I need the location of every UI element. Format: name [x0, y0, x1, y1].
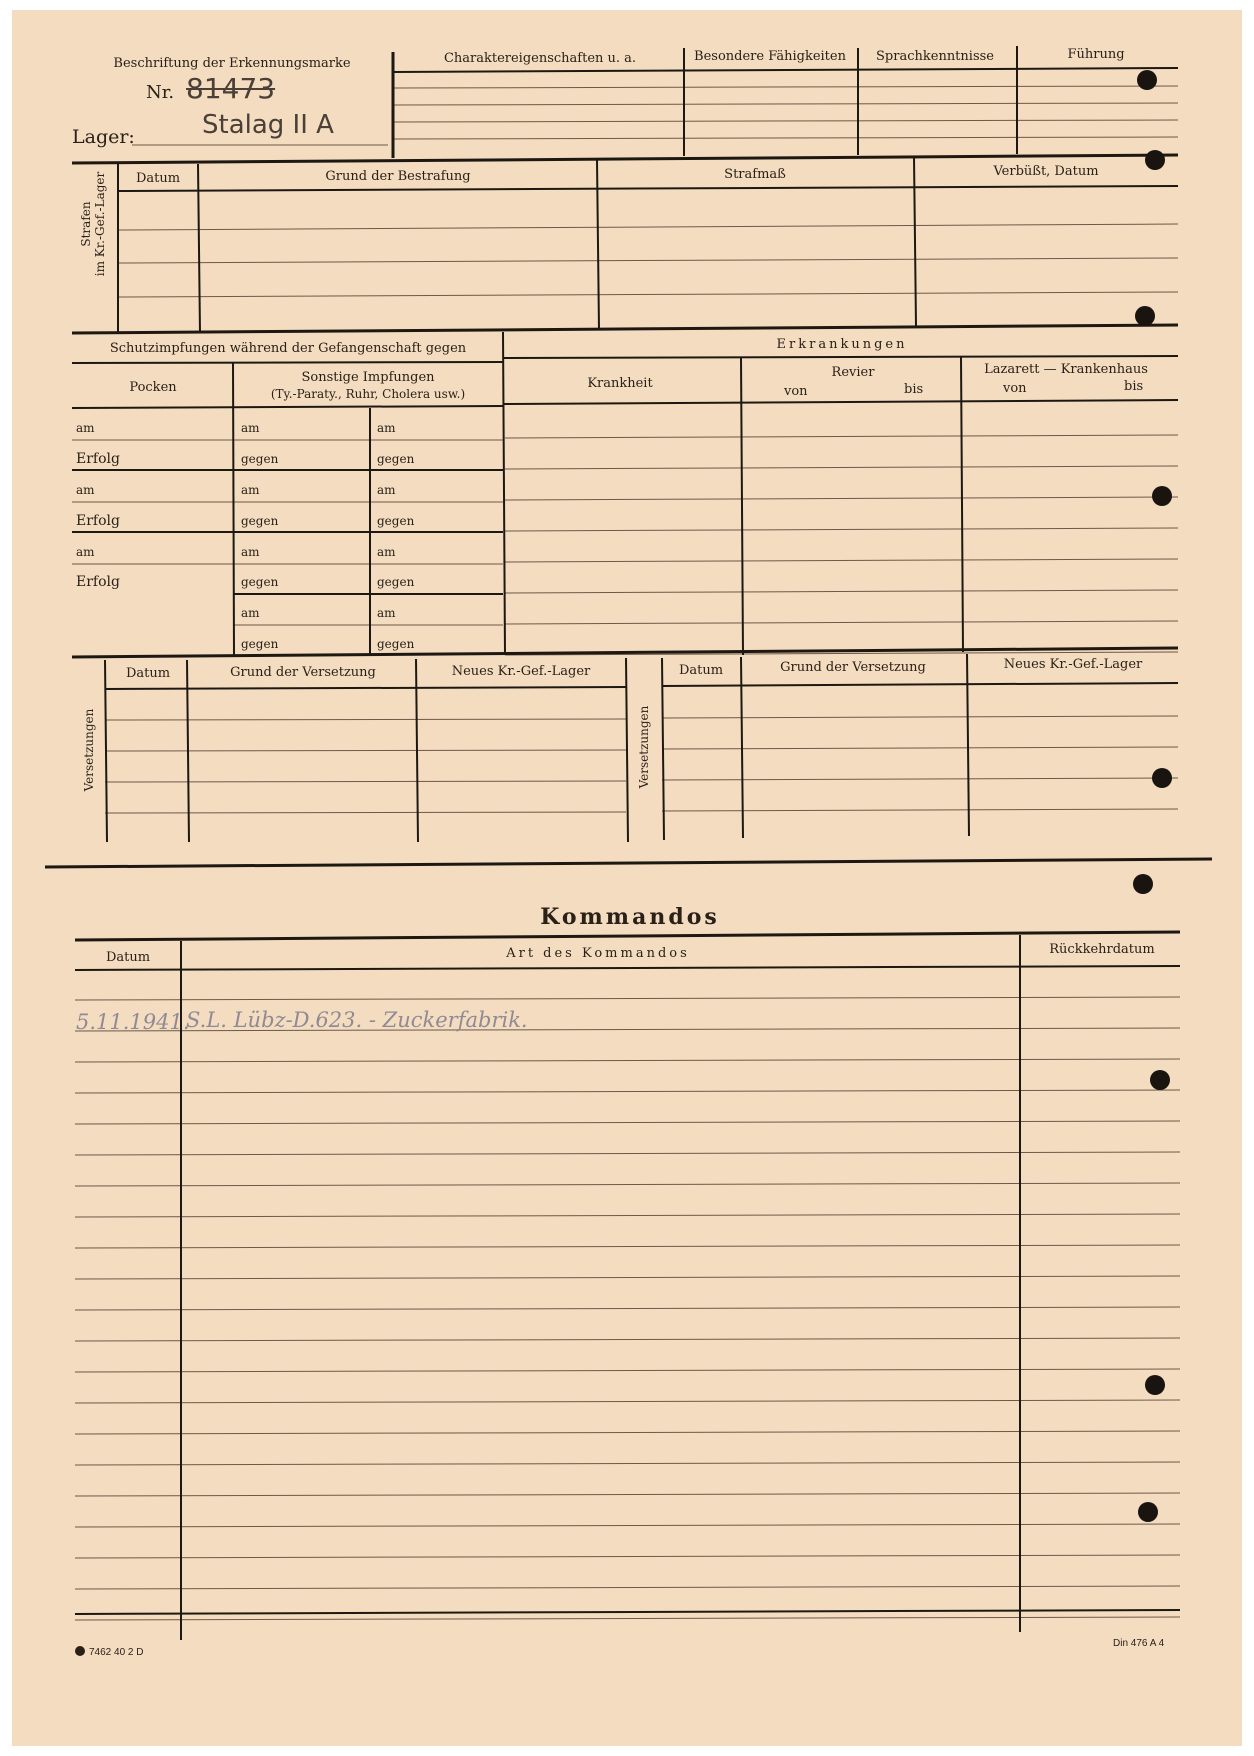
revier-von: von	[784, 384, 808, 399]
punch-hole	[1133, 874, 1153, 894]
kommandos-col-datum: Datum	[105, 950, 151, 965]
lazarett-bis: bis	[1124, 379, 1144, 394]
kommandos-col-art: Art des Kommandos	[506, 946, 690, 961]
versetzungen-left-col-neues: Neues Kr.-Gef.-Lager	[451, 664, 591, 679]
punch-hole	[1152, 486, 1172, 506]
kommandos-row-line	[75, 997, 1180, 1000]
punch-hole	[1145, 150, 1165, 170]
id-tag-heading: Beschriftung der Erkennungsmarke	[113, 56, 351, 71]
impfung-sonstige-am-label: am	[241, 545, 260, 559]
kommandos-row-line	[75, 1276, 1180, 1279]
impfung-pocken-erfolg-label: Erfolg	[76, 451, 120, 467]
impfungen-title: Schutzimpfungen während der Gefangenschaft gegen	[109, 341, 467, 356]
impfung-sonstige-am-label: am	[241, 483, 260, 497]
erkrankungen-header-rule	[503, 400, 1178, 404]
strafen-side-label	[79, 172, 107, 277]
versetzungen-row-line	[662, 809, 1178, 811]
kommandos-row-line	[75, 1555, 1180, 1558]
erkrankungen-col-revier: Revier	[831, 365, 875, 380]
erk-row-line	[505, 497, 1178, 500]
header-fuehrung: Führung	[1067, 47, 1125, 62]
versetzungen-col-divider	[105, 660, 107, 842]
impfung-sonstige-gegen-label: gegen	[377, 514, 415, 528]
impfung-pocken-am-label: am	[76, 483, 95, 497]
kommandos-col-rueckkehr: Rückkehrdatum	[1049, 942, 1155, 957]
impf-erk-divider	[503, 332, 505, 655]
kommandos-row-line	[75, 1059, 1180, 1062]
top-row-line	[393, 103, 1178, 105]
impfungen-col-sonstige-1: Sonstige Impfungen	[301, 370, 435, 385]
erk-row-line	[505, 621, 1178, 624]
top-row-line	[393, 120, 1178, 122]
emblem-icon	[75, 1646, 85, 1656]
impfungen-title-rule	[72, 362, 503, 363]
impfung-sonstige-gegen-label: gegen	[241, 514, 279, 528]
versetzungen-row-line	[105, 812, 626, 813]
versetzungen-right-col-neues: Neues Kr.-Gef.-Lager	[1003, 657, 1143, 672]
punch-hole	[1137, 70, 1157, 90]
versetzungen-right-col-grund: Grund der Versetzung	[780, 660, 926, 675]
versetzungen-right-header-rule	[662, 683, 1178, 686]
versetzungen-left-header-rule	[105, 687, 626, 689]
versetzungen-row-line	[662, 716, 1178, 718]
versetzungen-col-divider	[416, 659, 418, 842]
impfung-pocken-erfolg-label: Erfolg	[76, 513, 120, 529]
versetzungen-side-label-left: Versetzungen	[82, 708, 96, 792]
kommandos-row-line	[75, 1183, 1180, 1186]
versetzungen-row-line	[105, 750, 626, 751]
kommandos-row-line	[75, 1431, 1180, 1434]
lazarett-von: von	[1003, 381, 1027, 396]
strafen-col-divider	[597, 160, 599, 330]
impfung-sonstige-am-label: am	[377, 483, 396, 497]
kommando-entry-datum: 5.11.1941.	[76, 1010, 190, 1034]
impfung-sonstige-gegen-label: gegen	[241, 575, 279, 589]
strafen-col-divider	[198, 164, 200, 333]
strafen-col-verbuesst: Verbüßt, Datum	[993, 164, 1099, 179]
impfung-sonstige-gegen-label: gegen	[241, 452, 279, 466]
erk-row-line	[505, 466, 1178, 469]
kommandos-row-line	[75, 1245, 1180, 1248]
versetzungen-row-line	[105, 781, 626, 782]
erk-row-line	[505, 559, 1178, 562]
punch-hole	[1152, 768, 1172, 788]
kommandos-row-line	[75, 1338, 1180, 1341]
strafen-col-divider	[914, 157, 916, 326]
nr-value: 81473	[186, 72, 276, 105]
kommandos-title: Kommandos	[540, 904, 720, 930]
punch-hole	[1150, 1070, 1170, 1090]
kommandos-row-line	[75, 1400, 1180, 1403]
kommandos-row-line	[75, 1369, 1180, 1372]
kommandos-row-line	[75, 1152, 1180, 1155]
kommandos-row-line	[75, 1090, 1180, 1093]
versetzungen-col-divider	[626, 658, 628, 842]
versetzungen-left-col-datum: Datum	[125, 666, 171, 681]
kommandos-row-line	[75, 1462, 1180, 1465]
impfung-sonstige-gegen-label: gegen	[241, 637, 279, 651]
kommandos-row-line	[75, 1524, 1180, 1527]
kommandos-row-line	[75, 1586, 1180, 1589]
strafen-side-label-2: im Kr.-Gef.-Lager	[93, 171, 107, 277]
kommandos-bottom-rule	[75, 1610, 1180, 1614]
versetzungen-right-col-datum: Datum	[678, 663, 724, 678]
punch-hole	[1138, 1502, 1158, 1522]
erkrankungen-title-rule	[503, 356, 1178, 358]
form-number: 7462 40 2 D	[89, 1647, 144, 1658]
section-separator	[45, 859, 1212, 867]
impfung-sonstige-am-label: am	[377, 606, 396, 620]
versetzungen-row-line	[662, 747, 1178, 749]
strafen-col-grund: Grund der Bestrafung	[325, 169, 471, 184]
top-row-line	[393, 86, 1178, 88]
erk-row-line	[505, 435, 1178, 438]
versetzungen-row-line	[662, 778, 1178, 780]
top-header-rule	[393, 68, 1178, 72]
kommandos-top-rule	[75, 932, 1180, 940]
punch-hole	[1135, 306, 1155, 326]
impfung-sonstige-am-label: am	[241, 606, 260, 620]
header-faehigkeiten: Besondere Fähigkeiten	[694, 49, 846, 64]
strafen-row-line	[118, 258, 1178, 263]
form-number-mark	[75, 1646, 144, 1658]
kommandos-row-line	[75, 1307, 1180, 1310]
kommandos-row-line	[75, 1214, 1180, 1217]
col-divider	[233, 362, 234, 655]
kommandos-row-line	[75, 1617, 1180, 1620]
versetzungen-side-label-right: Versetzungen	[637, 705, 651, 789]
versetzungen-col-divider	[967, 654, 969, 836]
erk-row-line	[505, 590, 1178, 593]
lager-label: Lager:	[72, 126, 135, 148]
punch-hole	[1145, 1375, 1165, 1395]
impfungen-col-pocken: Pocken	[129, 380, 177, 395]
din-mark: Din 476 A 4	[1113, 1638, 1165, 1649]
strafen-col-strafmass: Strafmaß	[724, 167, 786, 182]
impfung-sonstige-am-label: am	[241, 421, 260, 435]
impfung-sonstige-am-label: am	[377, 545, 396, 559]
erkrankungen-col-lazarett: Lazarett — Krankenhaus	[984, 362, 1148, 377]
erk-row-line	[505, 528, 1178, 531]
strafen-row-line	[118, 224, 1178, 230]
lager-value: Stalag II A	[202, 110, 334, 140]
kommandos-header-rule	[75, 966, 1180, 970]
impfung-sonstige-gegen-label: gegen	[377, 637, 415, 651]
strafen-header-rule	[118, 186, 1178, 191]
header-charakter: Charaktereigenschaften u. a.	[443, 51, 637, 66]
strafen-bottom-rule	[72, 325, 1178, 333]
header-sprachen: Sprachkenntnisse	[876, 49, 994, 64]
impfung-sonstige-gegen-label: gegen	[377, 575, 415, 589]
nr-label: Nr.	[146, 82, 175, 103]
kommandos-row-line	[75, 1121, 1180, 1124]
impfung-pocken-am-label: am	[76, 421, 95, 435]
kommando-entry-art: S.L. Lübz-D.623. - Zuckerfabrik.	[186, 1008, 528, 1032]
impfungen-col-sonstige-2: (Ty.-Paraty., Ruhr, Cholera usw.)	[270, 387, 466, 401]
impfung-pocken-am-label: am	[76, 545, 95, 559]
erkrankungen-title: Erkrankungen	[776, 337, 908, 352]
kommandos-row-line	[75, 1493, 1180, 1496]
versetzungen-left-col-grund: Grund der Versetzung	[230, 665, 376, 680]
impfung-sonstige-am-label: am	[377, 421, 396, 435]
strafen-top-rule	[72, 155, 1178, 163]
top-row-line	[393, 137, 1178, 139]
versetzungen-row-line	[105, 719, 626, 720]
impfung-sonstige-gegen-label: gegen	[377, 452, 415, 466]
versetzungen-col-divider	[187, 660, 189, 842]
revier-bis: bis	[904, 382, 924, 397]
strafen-row-line	[118, 292, 1178, 297]
strafen-col-datum: Datum	[135, 171, 181, 186]
erkrankungen-col-krankheit: Krankheit	[587, 376, 653, 391]
impfungen-header-rule	[72, 406, 503, 408]
impfung-pocken-erfolg-label: Erfolg	[76, 574, 120, 590]
strafen-side-label-1: Strafen	[79, 201, 93, 247]
